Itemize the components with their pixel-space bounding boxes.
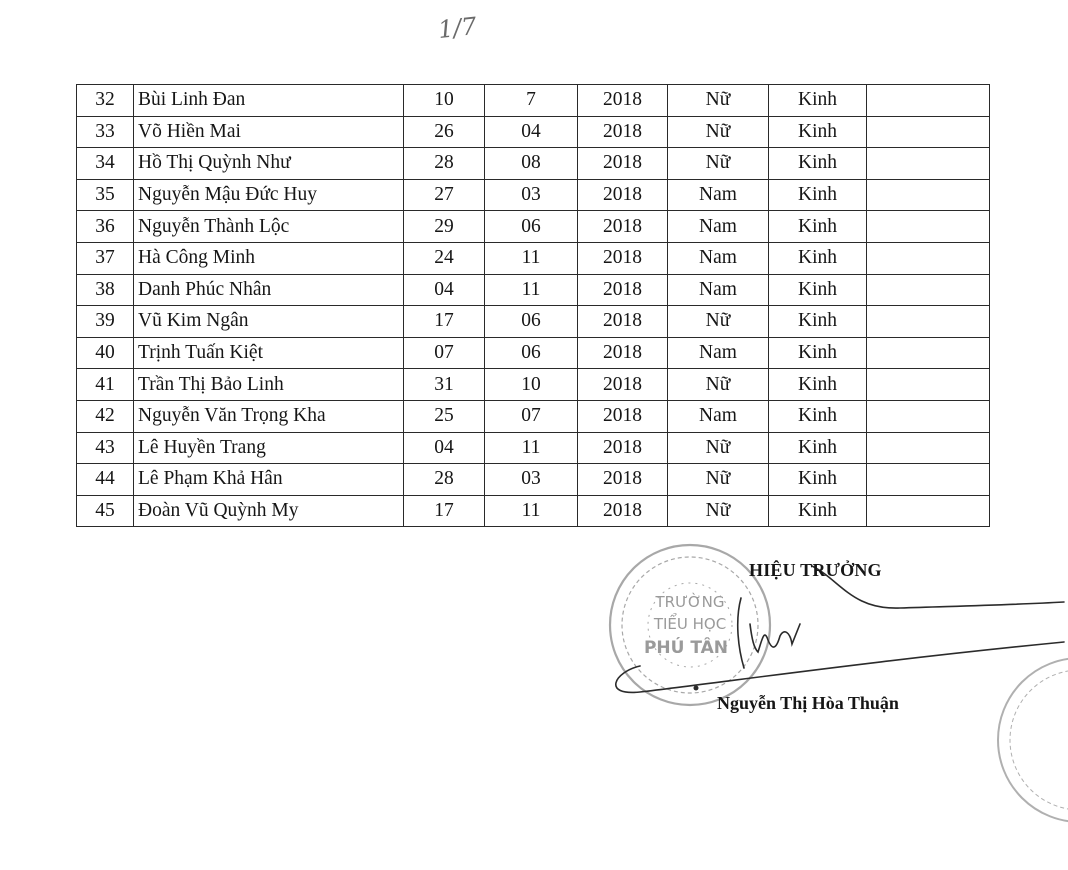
table-row xyxy=(77,179,990,211)
birth-day-cell: 17 xyxy=(404,495,485,527)
ethnicity-cell: Kinh xyxy=(769,242,867,274)
birth-month-cell: 04 xyxy=(485,116,578,148)
row-number-cell: 32 xyxy=(77,85,134,117)
row-number-cell: 33 xyxy=(77,116,134,148)
student-name-cell: Danh Phúc Nhân xyxy=(134,274,404,306)
student-name-cell: Nguyễn Mậu Đức Huy xyxy=(134,179,404,211)
student-name-cell: Nguyễn Văn Trọng Kha xyxy=(134,400,404,432)
second-stamp-partial xyxy=(998,658,1068,822)
gender-cell: Nữ xyxy=(668,148,769,180)
signatory-name: Nguyễn Thị Hòa Thuận xyxy=(717,693,899,713)
table-row xyxy=(77,432,990,464)
ethnicity-cell: Kinh xyxy=(769,274,867,306)
birth-year-cell: 2018 xyxy=(578,85,668,117)
row-number-cell: 45 xyxy=(77,495,134,527)
student-name-cell: Lê Huyền Trang xyxy=(134,432,404,464)
gender-cell: Nữ xyxy=(668,369,769,401)
note-cell xyxy=(867,179,990,211)
birth-day-cell: 04 xyxy=(404,274,485,306)
student-name-cell: Trần Thị Bảo Linh xyxy=(134,369,404,401)
birth-month-cell: 11 xyxy=(485,242,578,274)
birth-day-cell: 28 xyxy=(404,148,485,180)
student-name-cell: Hồ Thị Quỳnh Như xyxy=(134,148,404,180)
row-number-cell: 42 xyxy=(77,400,134,432)
note-cell xyxy=(867,432,990,464)
handwritten-signature xyxy=(616,566,1064,692)
birth-month-cell: 11 xyxy=(485,495,578,527)
ethnicity-cell: Kinh xyxy=(769,464,867,496)
birth-year-cell: 2018 xyxy=(578,116,668,148)
birth-year-cell: 2018 xyxy=(578,211,668,243)
birth-month-cell: 11 xyxy=(485,432,578,464)
birth-day-cell: 04 xyxy=(404,432,485,464)
birth-year-cell: 2018 xyxy=(578,400,668,432)
note-cell xyxy=(867,148,990,180)
signatory-title: HIỆU TRƯỞNG xyxy=(749,560,882,580)
gender-cell: Nữ xyxy=(668,464,769,496)
student-name-cell: Nguyễn Thành Lộc xyxy=(134,211,404,243)
student-roster-table xyxy=(76,84,990,527)
table-row xyxy=(77,242,990,274)
birth-year-cell: 2018 xyxy=(578,274,668,306)
table-row xyxy=(77,337,990,369)
ethnicity-cell: Kinh xyxy=(769,116,867,148)
birth-year-cell: 2018 xyxy=(578,242,668,274)
birth-day-cell: 17 xyxy=(404,306,485,338)
birth-year-cell: 2018 xyxy=(578,306,668,338)
ethnicity-cell: Kinh xyxy=(769,495,867,527)
ethnicity-cell: Kinh xyxy=(769,369,867,401)
birth-month-cell: 06 xyxy=(485,337,578,369)
student-name-cell: Đoàn Vũ Quỳnh My xyxy=(134,495,404,527)
birth-month-cell: 06 xyxy=(485,306,578,338)
row-number-cell: 39 xyxy=(77,306,134,338)
ethnicity-cell: Kinh xyxy=(769,306,867,338)
gender-cell: Nam xyxy=(668,274,769,306)
gender-cell: Nam xyxy=(668,179,769,211)
birth-year-cell: 2018 xyxy=(578,432,668,464)
gender-cell: Nữ xyxy=(668,495,769,527)
birth-day-cell: 28 xyxy=(404,464,485,496)
birth-month-cell: 03 xyxy=(485,179,578,211)
birth-year-cell: 2018 xyxy=(578,464,668,496)
ethnicity-cell: Kinh xyxy=(769,85,867,117)
note-cell xyxy=(867,211,990,243)
note-cell xyxy=(867,85,990,117)
gender-cell: Nam xyxy=(668,400,769,432)
table-row xyxy=(77,369,990,401)
ethnicity-cell: Kinh xyxy=(769,337,867,369)
gender-cell: Nam xyxy=(668,211,769,243)
table-row xyxy=(77,211,990,243)
table-row xyxy=(77,400,990,432)
birth-month-cell: 03 xyxy=(485,464,578,496)
birth-year-cell: 2018 xyxy=(578,495,668,527)
birth-day-cell: 27 xyxy=(404,179,485,211)
roster-body xyxy=(77,85,990,527)
row-number-cell: 43 xyxy=(77,432,134,464)
school-stamp xyxy=(610,545,770,705)
birth-day-cell: 10 xyxy=(404,85,485,117)
birth-day-cell: 24 xyxy=(404,242,485,274)
birth-month-cell: 08 xyxy=(485,148,578,180)
birth-month-cell: 06 xyxy=(485,211,578,243)
birth-day-cell: 25 xyxy=(404,400,485,432)
birth-day-cell: 31 xyxy=(404,369,485,401)
birth-year-cell: 2018 xyxy=(578,148,668,180)
row-number-cell: 41 xyxy=(77,369,134,401)
stamp-line-1: TRƯỜNG xyxy=(655,593,725,611)
gender-cell: Nữ xyxy=(668,432,769,464)
table-row xyxy=(77,85,990,117)
gender-cell: Nam xyxy=(668,242,769,274)
birth-day-cell: 07 xyxy=(404,337,485,369)
birth-month-cell: 11 xyxy=(485,274,578,306)
gender-cell: Nữ xyxy=(668,116,769,148)
ethnicity-cell: Kinh xyxy=(769,211,867,243)
table-row xyxy=(77,148,990,180)
birth-month-cell: 07 xyxy=(485,400,578,432)
student-name-cell: Bùi Linh Đan xyxy=(134,85,404,117)
table-row xyxy=(77,306,990,338)
stamp-text xyxy=(644,592,728,658)
ethnicity-cell: Kinh xyxy=(769,432,867,464)
row-number-cell: 36 xyxy=(77,211,134,243)
row-number-cell: 34 xyxy=(77,148,134,180)
note-cell xyxy=(867,464,990,496)
note-cell xyxy=(867,369,990,401)
gender-cell: Nam xyxy=(668,337,769,369)
stamp-line-3: PHÚ TÂN xyxy=(643,638,729,658)
row-number-cell: 44 xyxy=(77,464,134,496)
student-name-cell: Võ Hiền Mai xyxy=(134,116,404,148)
student-name-cell: Lê Phạm Khả Hân xyxy=(134,464,404,496)
student-name-cell: Vũ Kim Ngân xyxy=(134,306,404,338)
birth-year-cell: 2018 xyxy=(578,337,668,369)
gender-cell: Nữ xyxy=(668,306,769,338)
gender-cell: Nữ xyxy=(668,85,769,117)
row-number-cell: 35 xyxy=(77,179,134,211)
table-row xyxy=(77,274,990,306)
birth-month-cell: 7 xyxy=(485,85,578,117)
birth-year-cell: 2018 xyxy=(578,369,668,401)
page-number-mark: 1/7 xyxy=(436,12,478,44)
birth-day-cell: 29 xyxy=(404,211,485,243)
ethnicity-cell: Kinh xyxy=(769,400,867,432)
birth-year-cell: 2018 xyxy=(578,179,668,211)
student-name-cell: Trịnh Tuấn Kiệt xyxy=(134,337,404,369)
birth-month-cell: 10 xyxy=(485,369,578,401)
row-number-cell: 37 xyxy=(77,242,134,274)
note-cell xyxy=(867,400,990,432)
note-cell xyxy=(867,495,990,527)
student-name-cell: Hà Công Minh xyxy=(134,242,404,274)
ethnicity-cell: Kinh xyxy=(769,148,867,180)
note-cell xyxy=(867,274,990,306)
note-cell xyxy=(867,242,990,274)
stamp-line-2: TIỂU HỌC xyxy=(653,615,727,633)
row-number-cell: 40 xyxy=(77,337,134,369)
note-cell xyxy=(867,337,990,369)
note-cell xyxy=(867,306,990,338)
ethnicity-cell: Kinh xyxy=(769,179,867,211)
table-row xyxy=(77,495,990,527)
table-row xyxy=(77,116,990,148)
birth-day-cell: 26 xyxy=(404,116,485,148)
row-number-cell: 38 xyxy=(77,274,134,306)
note-cell xyxy=(867,116,990,148)
table-row xyxy=(77,464,990,496)
